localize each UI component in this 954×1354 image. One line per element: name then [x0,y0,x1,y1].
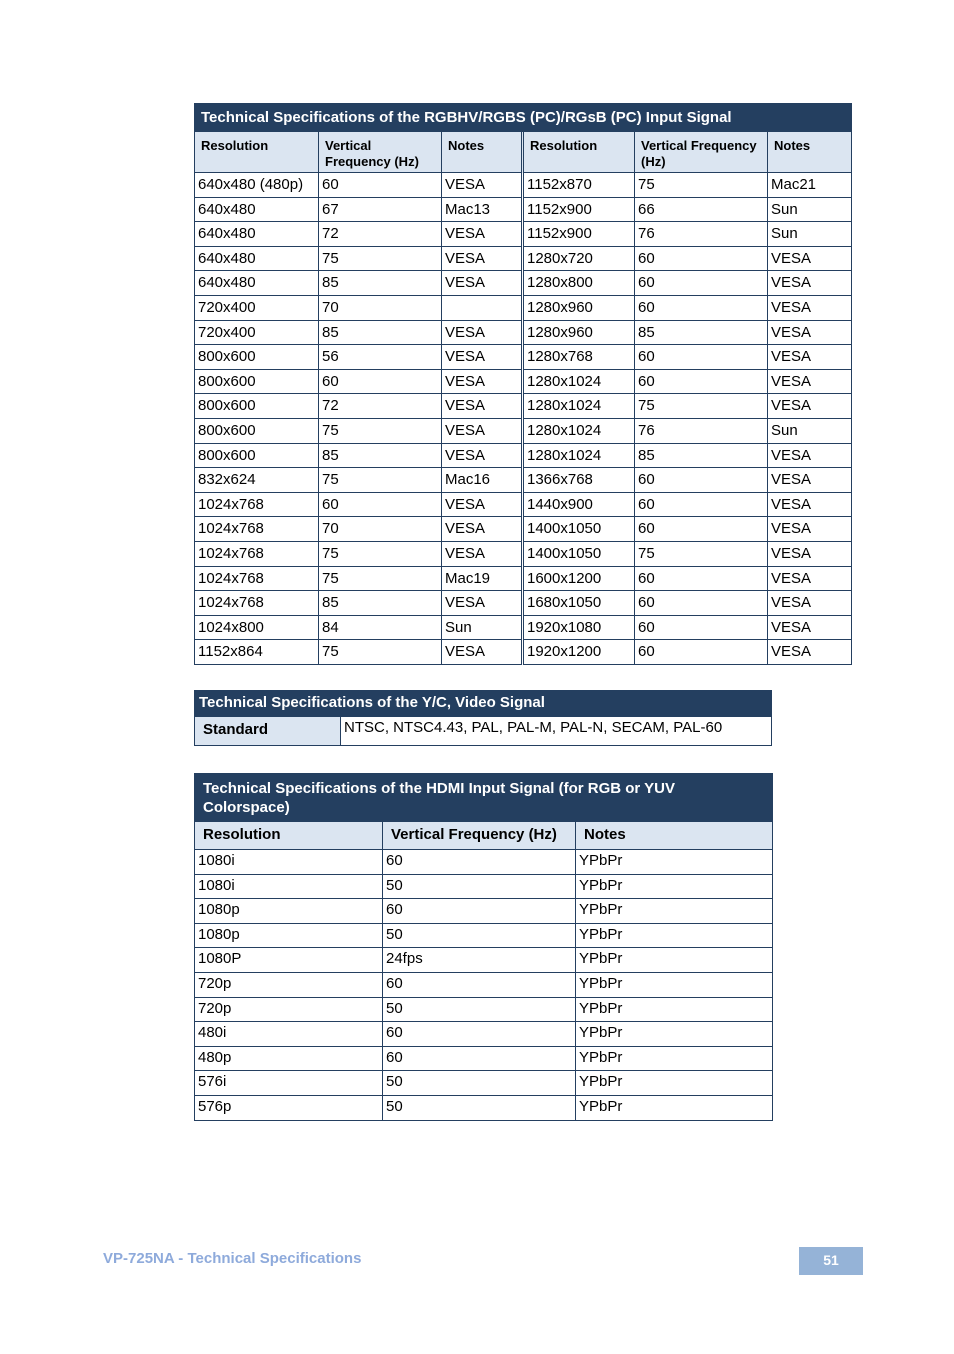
table-cell: 1280x1024 [523,418,635,443]
table-cell: 75 [319,418,442,443]
table-row [195,443,852,468]
table-cell: VESA [768,320,852,345]
table-cell: 800x600 [195,418,319,443]
table-cell: 640x480 [195,271,319,296]
table-cell: VESA [442,320,523,345]
column-header: Notes [768,132,852,173]
table-cell: VESA [442,271,523,296]
table-cell: 576i [195,1071,383,1096]
table-cell: 76 [635,418,768,443]
rgb-table-title: Technical Specifications of the RGBHV/RGBS (PC)/RGsB (PC) Input Signal [195,104,852,132]
table-cell: 60 [635,271,768,296]
table-cell: VESA [768,394,852,419]
table-cell: 640x480 (480p) [195,173,319,198]
table-cell: 60 [635,468,768,493]
table-cell: 1366x768 [523,468,635,493]
table-row [195,541,852,566]
table-row [195,972,773,997]
table-row [195,222,852,247]
table-row [195,246,852,271]
table-cell: 70 [319,517,442,542]
table-cell: 85 [319,443,442,468]
column-header: Notes [442,132,523,173]
table-cell: 1400x1050 [523,517,635,542]
table-cell: 85 [319,271,442,296]
table-cell: 56 [319,345,442,370]
table-cell: Mac19 [442,566,523,591]
table-cell: 1024x768 [195,566,319,591]
hdmi-table-title: Technical Specifications of the HDMI Input Signal (for RGB or YUV Colorspace) [195,774,773,822]
table-cell: VESA [442,173,523,198]
table-row [195,492,852,517]
table-cell: 1400x1050 [523,541,635,566]
table-row [195,197,852,222]
table-cell: 1024x768 [195,492,319,517]
table-cell: 60 [635,517,768,542]
table-cell: 50 [383,1095,576,1120]
standard-value: NTSC, NTSC4.43, PAL, PAL-M, PAL-N, SECAM, PAL-60 [341,717,772,746]
table-cell: 1152x900 [523,197,635,222]
table-cell: VESA [768,566,852,591]
table-cell: 75 [319,246,442,271]
table-cell: VESA [442,640,523,665]
table-cell: 1280x1024 [523,394,635,419]
table-cell: Sun [768,222,852,247]
table-cell: Sun [768,197,852,222]
yc-video-signal-table [194,690,772,746]
table-cell: 75 [635,541,768,566]
table-row [195,1071,773,1096]
table-cell: 60 [635,566,768,591]
table-cell: 1152x900 [523,222,635,247]
table-row [195,850,773,875]
table-cell: 60 [635,492,768,517]
table-cell: 1024x768 [195,591,319,616]
table-cell: 1080i [195,874,383,899]
table-cell: 1600x1200 [523,566,635,591]
table-cell: 800x600 [195,369,319,394]
table-row [195,418,852,443]
table-cell: 720x400 [195,295,319,320]
table-cell: 1080p [195,923,383,948]
table-row [195,369,852,394]
table-cell: 1280x720 [523,246,635,271]
table-cell: 76 [635,222,768,247]
table-cell: 75 [635,394,768,419]
table-row [195,1046,773,1071]
table-row [195,566,852,591]
table-row [195,591,852,616]
table-cell: 1280x1024 [523,443,635,468]
table-cell: 75 [319,640,442,665]
table-cell: VESA [768,591,852,616]
standard-label: Standard [195,717,341,746]
table-row [195,295,852,320]
table-cell: 70 [319,295,442,320]
table-cell: 50 [383,1071,576,1096]
table-cell: 75 [635,173,768,198]
table-cell: 85 [319,320,442,345]
table-cell: VESA [442,418,523,443]
column-header: Notes [576,822,773,850]
table-cell: VESA [768,246,852,271]
table-cell: 60 [383,972,576,997]
column-header: Vertical Frequency (Hz) [383,822,576,850]
table-cell: YPbPr [576,948,773,973]
table-cell: 60 [383,899,576,924]
column-header: Resolution [195,132,319,173]
rgb-input-signal-table [194,103,852,665]
table-cell: 832x624 [195,468,319,493]
table-cell: 50 [383,923,576,948]
table-cell: Mac16 [442,468,523,493]
table-cell: 1280x1024 [523,369,635,394]
table-row [195,394,852,419]
table-cell: 60 [319,492,442,517]
table-cell: 720p [195,972,383,997]
table-cell: VESA [442,369,523,394]
page-number: 51 [799,1247,863,1275]
table-cell: 1024x768 [195,541,319,566]
table-cell: 640x480 [195,197,319,222]
table-cell: VESA [768,345,852,370]
table-row [195,615,852,640]
table-row [195,640,852,665]
table-cell: 72 [319,394,442,419]
table-cell: 800x600 [195,345,319,370]
table-cell: VESA [768,615,852,640]
table-cell: VESA [768,541,852,566]
table-cell: YPbPr [576,1071,773,1096]
table-row [195,320,852,345]
table-cell: 50 [383,874,576,899]
table-cell: 1080p [195,899,383,924]
table-cell: 75 [319,468,442,493]
yc-table-title: Technical Specifications of the Y/C, Video Signal [195,691,772,717]
table-cell: VESA [442,517,523,542]
table-cell: 640x480 [195,222,319,247]
table-cell: 1920x1080 [523,615,635,640]
table-cell: 60 [635,345,768,370]
table-cell: 800x600 [195,443,319,468]
table-cell: 50 [383,997,576,1022]
table-cell: 1080i [195,850,383,875]
table-row [195,923,773,948]
table-cell: YPbPr [576,850,773,875]
table-row [195,948,773,973]
table-cell: 66 [635,197,768,222]
table-cell: VESA [768,369,852,394]
table-cell: 75 [319,541,442,566]
hdmi-input-signal-table [194,773,773,1121]
table-cell: 60 [635,295,768,320]
table-cell: 1152x870 [523,173,635,198]
table-cell: 1440x900 [523,492,635,517]
table-row [195,874,773,899]
table-cell: 480p [195,1046,383,1071]
table-cell: 1152x864 [195,640,319,665]
table-cell: VESA [442,492,523,517]
table-cell: 60 [319,369,442,394]
column-header: Vertical Frequency (Hz) [319,132,442,173]
table-cell: VESA [768,492,852,517]
table-row [195,468,852,493]
table-cell: 480i [195,1022,383,1047]
table-cell: 60 [383,850,576,875]
table-cell: 1280x800 [523,271,635,296]
table-row [195,173,852,198]
column-header: Vertical Frequency (Hz) [635,132,768,173]
table-row [195,517,852,542]
table-cell: 84 [319,615,442,640]
table-cell: 67 [319,197,442,222]
table-cell: Mac13 [442,197,523,222]
table-cell: 1680x1050 [523,591,635,616]
table-cell [442,295,523,320]
table-cell: VESA [768,517,852,542]
table-cell: VESA [768,468,852,493]
table-cell: 720x400 [195,320,319,345]
table-cell: VESA [442,246,523,271]
table-cell: Sun [442,615,523,640]
table-cell: 75 [319,566,442,591]
table-cell: 1280x960 [523,320,635,345]
table-cell: 1024x768 [195,517,319,542]
table-cell: Sun [768,418,852,443]
table-row [195,1095,773,1120]
table-cell: Mac21 [768,173,852,198]
table-cell: YPbPr [576,997,773,1022]
table-cell: 640x480 [195,246,319,271]
table-cell: VESA [768,443,852,468]
table-cell: 576p [195,1095,383,1120]
column-header: Resolution [523,132,635,173]
table-cell: YPbPr [576,1046,773,1071]
table-row [195,271,852,296]
table-cell: 60 [383,1046,576,1071]
table-cell: YPbPr [576,874,773,899]
table-cell: VESA [442,345,523,370]
table-cell: VESA [768,640,852,665]
table-row [195,1022,773,1047]
table-cell: 60 [635,591,768,616]
table-cell: 1280x768 [523,345,635,370]
table-cell: YPbPr [576,972,773,997]
column-header: Resolution [195,822,383,850]
footer-section-title: VP-725NA - Technical Specifications [103,1250,362,1267]
table-cell: VESA [768,271,852,296]
table-cell: VESA [442,222,523,247]
table-cell: 24fps [383,948,576,973]
table-cell: 1024x800 [195,615,319,640]
table-cell: VESA [442,443,523,468]
table-cell: 85 [635,320,768,345]
table-cell: VESA [442,394,523,419]
table-cell: 60 [635,369,768,394]
table-cell: 60 [635,615,768,640]
table-cell: YPbPr [576,1095,773,1120]
table-cell: 1280x960 [523,295,635,320]
table-cell: 60 [319,173,442,198]
table-cell: 60 [635,640,768,665]
table-cell: 72 [319,222,442,247]
table-cell: 60 [383,1022,576,1047]
table-row [195,997,773,1022]
table-cell: YPbPr [576,1022,773,1047]
table-cell: 85 [635,443,768,468]
table-cell: 800x600 [195,394,319,419]
table-cell: VESA [442,591,523,616]
table-cell: 1920x1200 [523,640,635,665]
table-cell: VESA [768,295,852,320]
table-row [195,899,773,924]
table-cell: YPbPr [576,899,773,924]
table-cell: 1080P [195,948,383,973]
table-cell: 720p [195,997,383,1022]
table-cell: YPbPr [576,923,773,948]
table-cell: 60 [635,246,768,271]
table-row [195,345,852,370]
table-cell: 85 [319,591,442,616]
table-cell: VESA [442,541,523,566]
